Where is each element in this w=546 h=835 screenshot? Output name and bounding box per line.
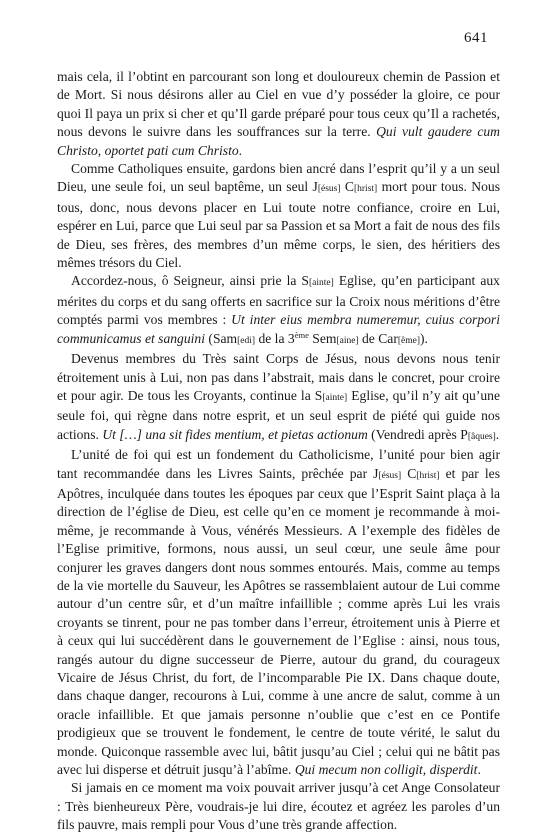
- editorial-expansion: [hrist]: [353, 184, 378, 195]
- latin-quote: Qui mecum non colligit, disperdit: [294, 762, 478, 778]
- text-segment: Sem: [308, 330, 337, 346]
- text-segment: .: [238, 142, 243, 158]
- latin-quote: Qui vult gaudere cum Christo, oportet pati cum Christo: [57, 124, 500, 158]
- text-segment: C: [340, 179, 354, 195]
- text-segment: et par les Apôtres, inculquée dans toutes les époques par ceux que l’Esprit Saint plaça à la direction de l’église de Dieu, est celle qu’en ce moment je recommande à moi-même, je recommande à Vous, vénérés Messieurs. A l’exemple des fidèles de l’Eglise primitive, formons, nous aussi, un seul cœur, une seule âme pour conjurer les graves dangers dont nous sommes entourés. Mais, comme au temps de la vie mortelle du Sauveur, les Apôtres se rassemblaient autour de Lui comme autour d’un centre sûr, et d’un maître infaillible ; comme après Lui les vrais croyants se tinrent, pour ne pas tomber dans l’erreur, étroitement unis à Pierre et à ceux qui lui succédèrent dans le gouvernement de l’Eglise : ainsi, nous tous, rangés autour du digne successeur de Pierre, autour du grand, du courageux Vicaire de Jésus Christ, du fort, de l’incomparable Pie IX. Dans chaque doute, dans chaque danger, recourons à Lui, comme à une ancre de salut, comme à un oracle infaillible. Et que jamais personne n’oublie que c’est en ce Pontife prodigieux que se trouvent le fondement, le centre de toute vérité, le salut du monde. Quiconque rassemble avec lui, bâtit jusqu’au Ciel ; celui qui ne bâtit pas avec lui disperse et détruit jusqu’à l’abîme.: [57, 465, 500, 778]
- editorial-expansion: [ésus]: [378, 470, 402, 481]
- paragraph: [57, 446, 500, 779]
- editorial-expansion: [âques]: [467, 431, 496, 442]
- text-segment: Devenus membres du Très saint Corps de Jésus, nous devons nous tenir étroitement unis à Lui, non pas dans l’abstrait, mais dans le concret, pour croire et pour agir. De tous les Croyants, continue la S: [57, 351, 500, 403]
- editorial-expansion: [ainte]: [309, 278, 334, 289]
- text-segment: de Car: [358, 330, 398, 346]
- latin-quote: Ut […] una sit fides mentium, et pietas actionum: [102, 426, 368, 442]
- body-text: [57, 68, 500, 835]
- latin-quote: Ut inter eius membra numeremur, cuius corpori communicamus et sanguini: [57, 312, 500, 346]
- text-segment: Si jamais en ce moment ma voix pouvait arriver jusqu’à cet Ange Consolateur : Très bienheureux Père, voudrais-je lui dire, écoutez et agréez les paroles d’un fils pauvre, mais rempli pour Vous d’une très grande affection.: [57, 780, 500, 833]
- text-segment: (Sam: [205, 330, 238, 346]
- text-segment: Comme Catholiques ensuite, gardons bien ancré dans l’esprit qu’il y a un seul Dieu, une seule foi, un seul baptême, un seul J: [57, 161, 500, 195]
- text-segment: .: [477, 762, 481, 778]
- text-segment: (Vendredi après P: [367, 426, 468, 442]
- paragraph: [57, 160, 500, 272]
- editorial-expansion: [ainte]: [322, 392, 348, 403]
- editorial-expansion: [edi]: [237, 335, 256, 346]
- paragraph: [57, 350, 500, 446]
- superscript: ème: [294, 329, 309, 340]
- text-segment: L’unité de foi qui est un fondement du Catholicisme, l’unité pour bien agir tant recommandée dans les Livres Saints, prêchée par J: [57, 447, 500, 481]
- text-segment: Eglise, qu’il n’y ait qu’une seule foi, qui règne dans notre esprit, et un seul esprit de piété qui guide nos actions.: [57, 387, 501, 442]
- text-segment: ).: [420, 330, 428, 346]
- text-segment: mort pour tous. Nous tous, donc, nous devons placer en Lui toute notre confiance, croire en Lui, espérer en Lui, parce que Lui seul par sa Passion et sa Mort a fait de nous des fils de Dieu, ses frères, des membres d’un même corps, le sien, des héritiers des mêmes trésors du Ciel.: [57, 179, 500, 271]
- editorial-expansion: [hrist]: [416, 470, 440, 481]
- text-segment: de la 3: [255, 330, 295, 346]
- page-number: 641: [464, 30, 488, 46]
- text-segment: Accordez-nous, ô Seigneur, ainsi prie la S: [71, 273, 309, 289]
- editorial-expansion: [ésus]: [317, 184, 341, 195]
- paragraph: [57, 68, 500, 160]
- text-segment: Eglise, qu’en participant aux mérites du corps et du sang offerts en sacrifice sur la Croix nous méritions d’être comptés parmi vos membres :: [57, 273, 500, 328]
- text-segment: mais cela, il l’obtint en parcourant son long et douloureux chemin de Passion et de Mort. Si nous désirons aller au Ciel en vue d’y posséder la gloire, ce pour quoi Il paya un prix si cher et qu’Il garde préparé pour tous ceux qu’Il a rachetés, nous devons le suivre dans les souffrances sur la terre.: [57, 69, 500, 140]
- editorial-expansion: [aine]: [336, 335, 359, 346]
- editorial-expansion: [ême]: [397, 335, 421, 346]
- paragraph: [57, 779, 500, 834]
- text-segment: C: [401, 465, 417, 481]
- paragraph: [57, 272, 500, 350]
- text-segment: .: [495, 426, 500, 442]
